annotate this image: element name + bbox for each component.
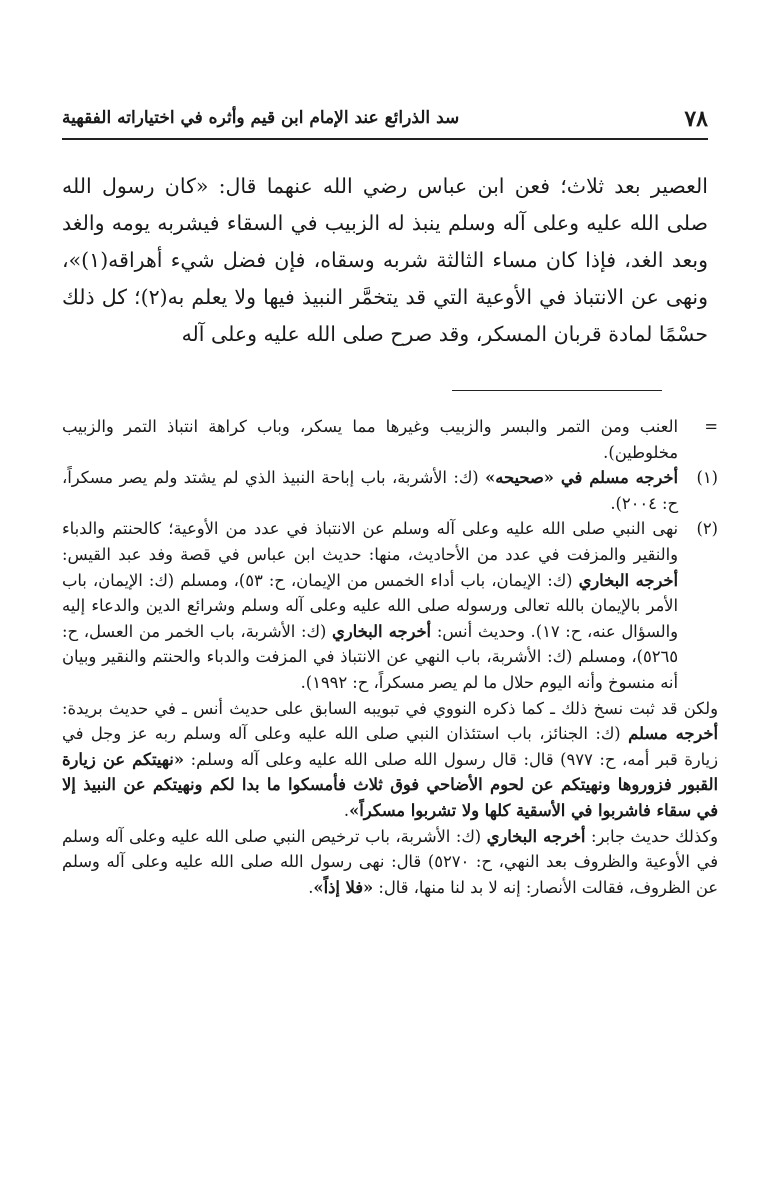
footnote-2-seg2: (ك: الإيمان، باب أداء الخمس من الإيمان، ح: ٥٣)، ومسلم (ك: الإيمان، باب الأمر بالإيمان بالله تعالى ورسوله صلى الله عليه وعلى آله وسلم وشرائع الدين والدعاء إليه والسؤال عنه، ح: ١٧). وحديث أنس: <box>62 570 678 641</box>
footnote-1-marker: (١) <box>696 468 718 488</box>
footnote-2-paragraph-3 <box>62 824 718 901</box>
para2-seg2: (ك: الجنائز، باب استئذان النبي صلى الله عليه وعلى آله وسلم ربه عز وجل في زيارة قبر أمه، ح: ٩٧٧) قال: قال رسول الله صلى الله عليه وعلى آله وسلم: <box>62 724 718 769</box>
para2-seg1: ولكن قد ثبت نسخ ذلك ـ كما ذكره النووي في تبويبه السابق على حديث أنس ـ في حديث بريدة: <box>62 698 718 718</box>
footnote-1 <box>62 465 718 516</box>
continuation-marker: = <box>704 417 718 436</box>
footnote-1-text <box>62 465 678 516</box>
footnote-2-marker: (٢) <box>696 519 718 539</box>
footnote-continuation <box>62 414 718 465</box>
footnote-2-source-2: أخرجه البخاري <box>332 621 432 641</box>
footnotes <box>62 414 718 900</box>
para3-seg3: . <box>308 877 314 897</box>
para2-seg3: . <box>343 800 350 820</box>
para3-seg1: وكذلك حديث جابر: <box>585 826 719 846</box>
footnote-1-reference: (ك: الأشربة، باب إباحة النبيذ الذي لم يشتد ولم يصر مسكراً، ح: ٢٠٠٤). <box>62 468 678 513</box>
footnote-separator <box>452 390 662 391</box>
page-number: ٧٨ <box>684 106 708 132</box>
para3-source: أخرجه البخاري <box>486 826 586 846</box>
footnote-1-source: أخرجه مسلم في «صحيحه» <box>485 468 678 488</box>
para2-source: أخرجه مسلم <box>628 724 718 744</box>
footnote-2-text <box>62 516 678 695</box>
continuation-text: العنب ومن التمر والبسر والزبيب وغيرها مما يسكر، وباب كراهة انتباذ التمر والزبيب مخلوطين). <box>62 417 678 462</box>
footnote-2-paragraph-2 <box>62 696 718 824</box>
footnote-2-source-1: أخرجه البخاري <box>578 570 678 590</box>
running-title: سد الذرائع عند الإمام ابن قيم وأثره في اختياراته الفقهية <box>62 108 460 128</box>
para2-hadith-quote: «نهيتكم عن زيارة القبور فزوروها ونهيتكم عن لحوم الأضاحي فوق ثلاث فأمسكوا ما بدا لكم ونهيتكم عن النبيذ إلا في سقاء فاشربوا في الأسقية كلها ولا تشربوا مسكراً» <box>62 749 718 820</box>
para3-hadith-quote: «فلا إذاً» <box>313 877 374 897</box>
main-paragraph: العصير بعد ثلاث؛ فعن ابن عباس رضي الله عنهما قال: «كان رسول الله صلى الله عليه وعلى آله وسلم ينبذ له الزبيب في السقاء فيشربه يومه والغد وبعد الغد، فإذا كان مساء الثالثة شربه وسقاه، فإن فضل شيء أهراقه(١)»، ونهى عن الانتباذ في الأوعية التي قد يتخمَّر النبيذ فيها ولا يعلم به(٢)؛ كل ذلك حسْمًا لمادة قربان المسكر، وقد صرح صلى الله عليه وعلى آله <box>62 174 708 346</box>
main-text <box>62 168 708 353</box>
footnote-2 <box>62 516 718 695</box>
page-header <box>62 104 708 140</box>
footnote-2-seg3: (ك: الأشربة، باب الخمر من العسل، ح: ٥٢٦٥)، ومسلم (ك: الأشربة، باب النهي عن الانتباذ في المزفت والدباء والحنتم والنقير وبيان أنه منسوخ وأنه اليوم حلال ما لم يصر مسكراً، ح: ١٩٩٢). <box>62 621 678 692</box>
para3-seg2: (ك: الأشربة، باب ترخيص النبي صلى الله عليه وعلى آله وسلم في الأوعية والظروف بعد النهي، ح: ٥٢٧٠) قال: نهى رسول الله صلى الله عليه وعلى آله وسلم عن الظروف، فقالت الأنصار: إنه لا بد لنا منها، قال: <box>62 826 719 897</box>
footnote-2-seg1: نهى النبي صلى الله عليه وعلى آله وسلم عن الانتباذ في عدد من الأوعية؛ كالحنتم والدباء والنقير والمزفت في عدد من الأحاديث، منها: حديث ابن عباس في قصة وفد عبد القيس: <box>62 519 678 564</box>
